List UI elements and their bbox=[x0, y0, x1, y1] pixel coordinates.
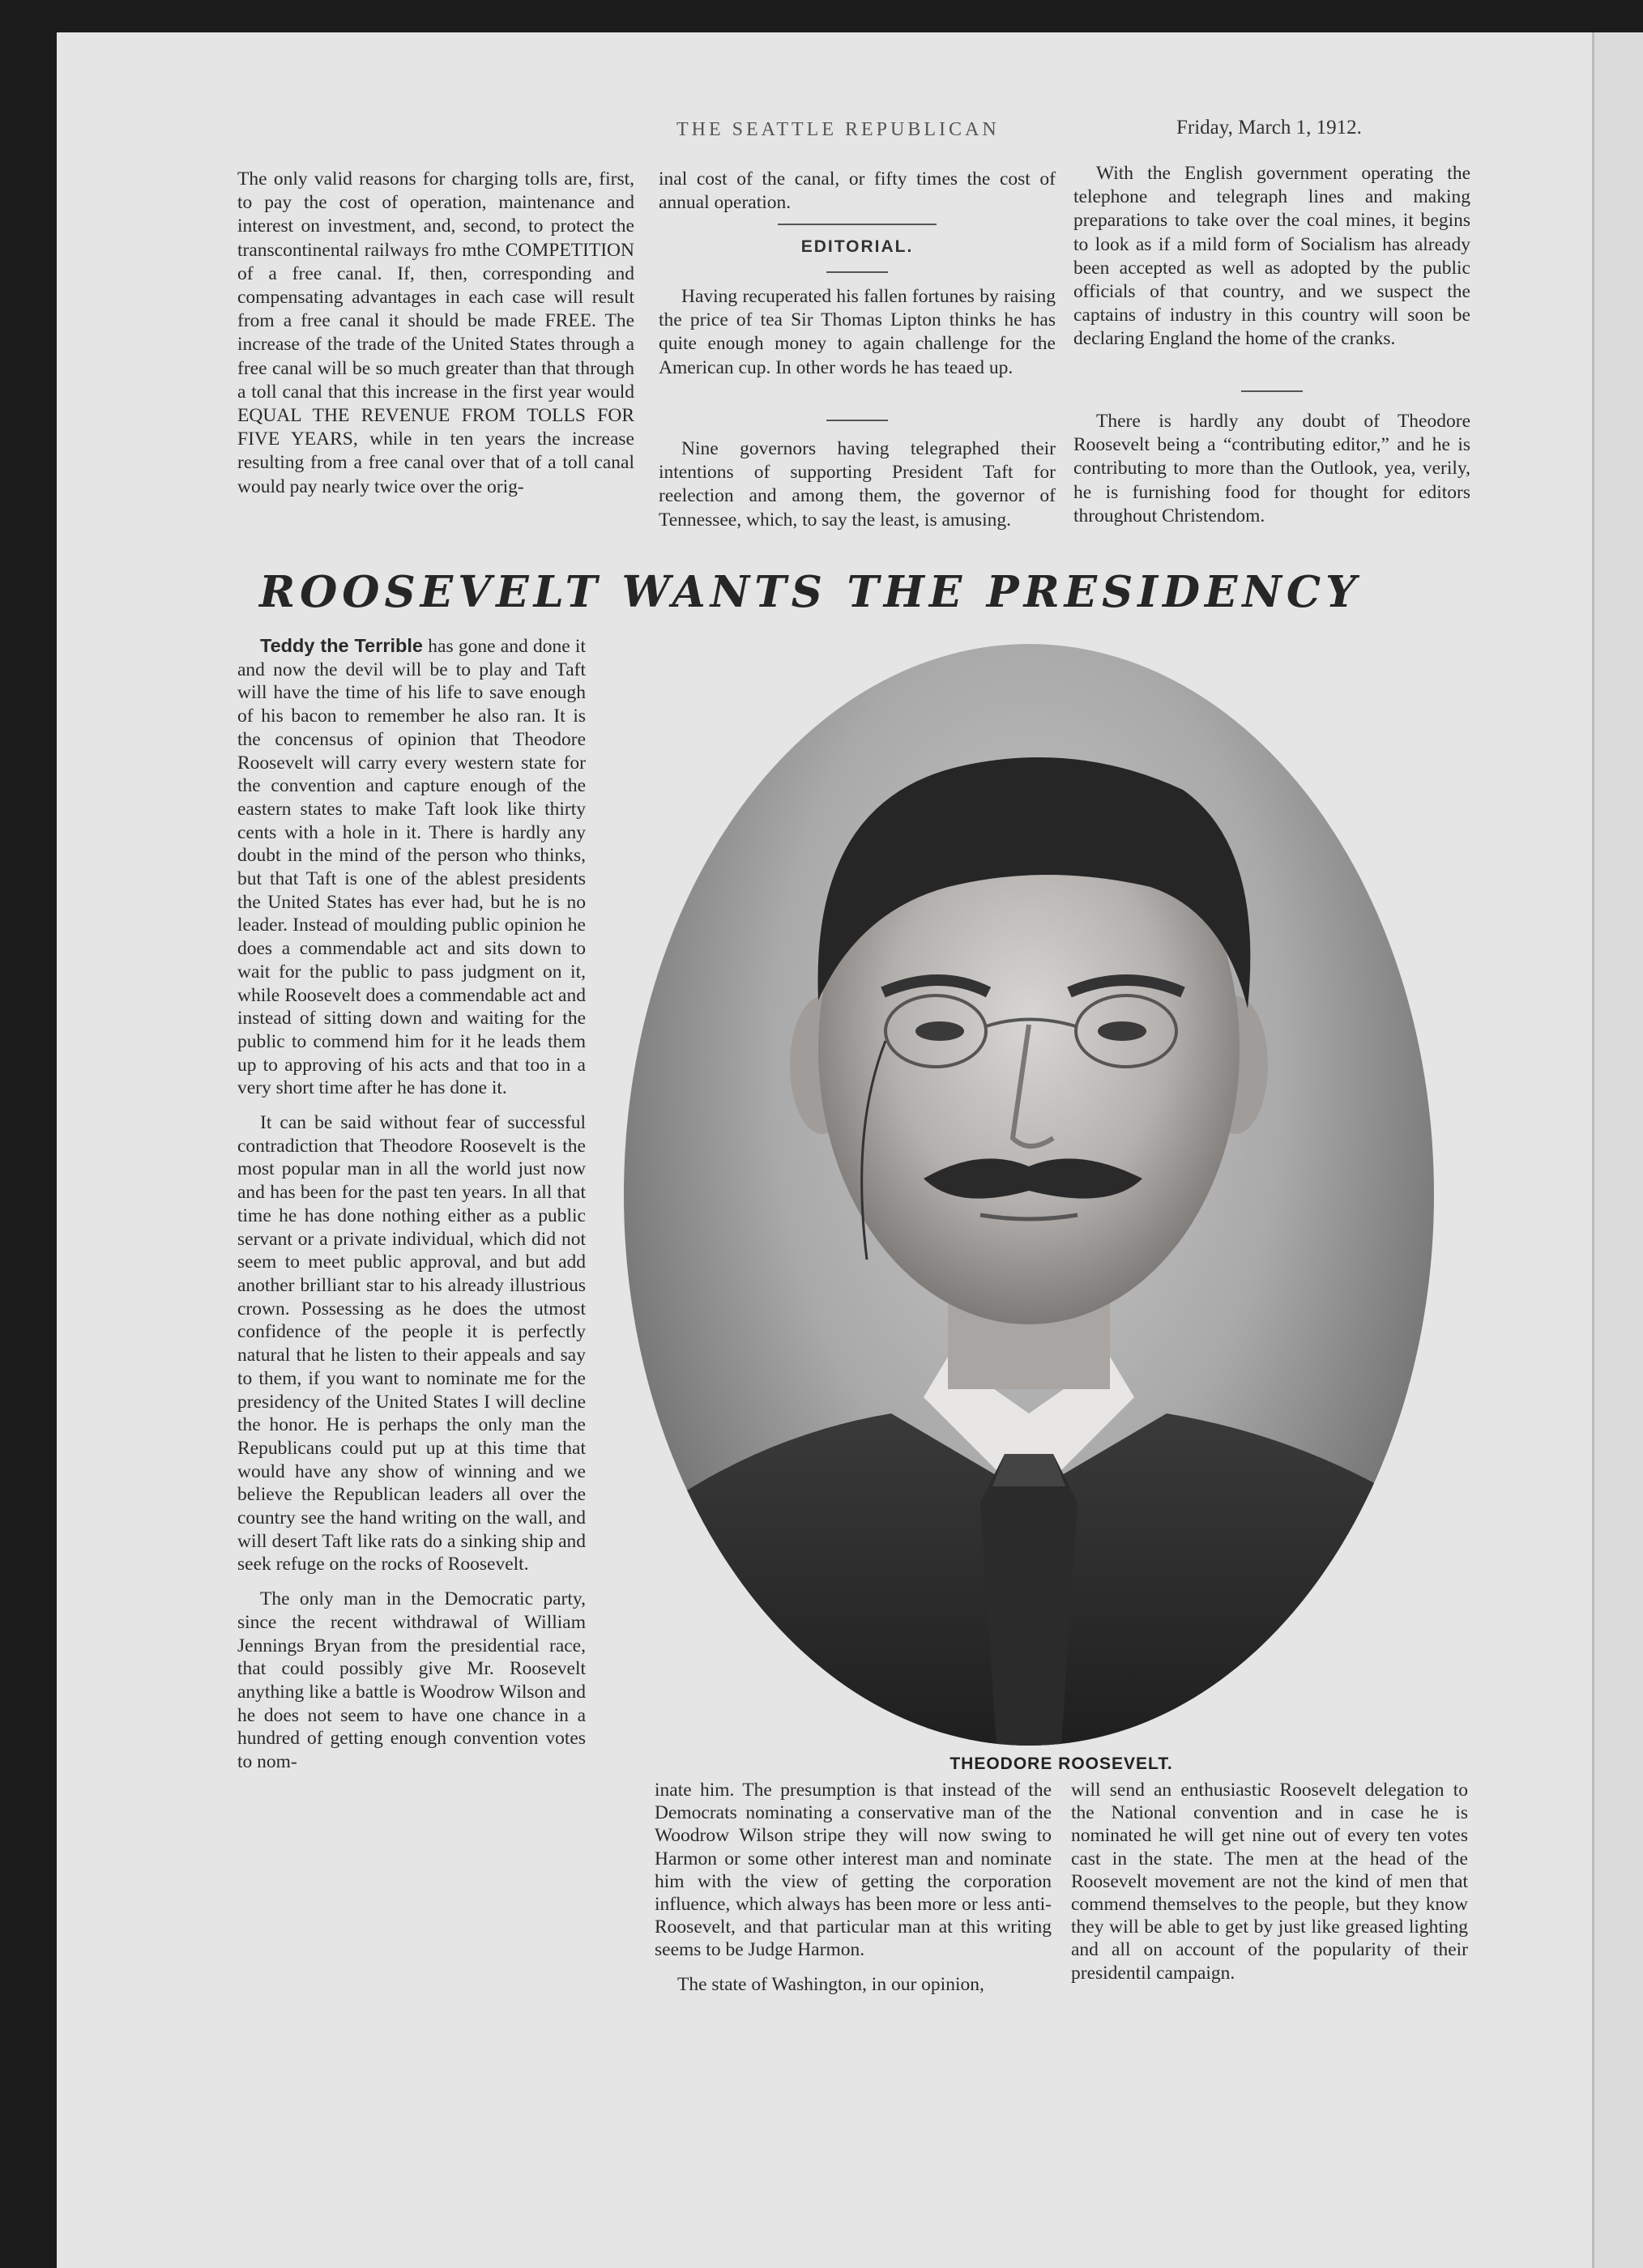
top-column-1 bbox=[237, 168, 634, 499]
canal-tolls-continuation: inal cost of the canal, or fifty times the cost of annual operation. bbox=[659, 168, 1056, 214]
issue-date: Friday, March 1, 1912. bbox=[1176, 117, 1362, 139]
top-column-2-continuation bbox=[659, 168, 1056, 215]
editorial-governors-paragraph: Nine governors having telegraphed their intentions of supporting President Taft for reelection and among them, the governor of Tennessee, which, to say the least, is amusing. bbox=[659, 438, 1056, 531]
article-column-2 bbox=[655, 1779, 1052, 1996]
masthead-title: THE SEATTLE REPUBLICAN bbox=[676, 119, 1000, 140]
article-washington-paragraph: The state of Washington, in our opinion, bbox=[677, 1973, 984, 1995]
article-paragraph-2: It can be said without fear of successful contradiction that Theodore Roosevelt is the most popular man in all the world just now and has been for the past ten years. In all that time he has done nothing either as a public servant or a private individual, which did not seem to meet public approval, and but add another brilliant star to his already illustrious crown. Possessing as he does the utmost confidence of the people it is perfectly natural that he listen to their appeals and say to them, if you want to nominate me for the presidency of the United States I will decline the honor. He is perhaps the only man the Republicans could put up at this time that would have any show of winning and we believe the Republican leaders all over the country see the hand writing on the wall, and will desert Taft like rats do a sinking ship and seek refuge on the rocks of Roosevelt. bbox=[237, 1112, 586, 1575]
article-headline: ROOSEVELT WANTS THE PRESIDENCY bbox=[259, 567, 1361, 617]
article-lead-in: Teddy the Terrible bbox=[260, 635, 423, 656]
article-continuation: inate him. The presumption is that instead of the Democrats nominating a conservative man of the Woodrow Wilson stripe they will now swing to Harmon or some other interest man and nominate him with the view of getting the corporation influence, which always has been more or less anti-Roosevelt, and that particular man at this writing seems to be Judge Harmon. bbox=[655, 1780, 1052, 1961]
article-paragraph-1 bbox=[237, 634, 586, 1100]
divider-rule bbox=[1241, 390, 1303, 392]
portrait-illustration bbox=[624, 644, 1434, 1746]
editorial-heading: EDITORIAL. bbox=[800, 237, 914, 256]
divider-rule bbox=[778, 224, 937, 225]
editorial-lipton-paragraph: Having recuperated his fallen fortunes by raising the price of tea Sir Thomas Lipton thinks he has quite enough money to again challenge for the American cup. In other words he has teaed up. bbox=[659, 286, 1056, 378]
editorial-column bbox=[659, 285, 1056, 380]
article-column-3 bbox=[1071, 1779, 1468, 1985]
article-paragraph-3: The only man in the Democratic party, since the recent withdrawal of William Jennings Bryan from the presidential race, that could possibly give Mr. Roosevelt anything like a battle is Woodrow Wilson and he does not seem to have one chance in a hundred of getting enough convention votes to nom- bbox=[237, 1588, 586, 1773]
divider-rule bbox=[826, 420, 888, 421]
top-column-3 bbox=[1073, 162, 1470, 352]
portrait-caption: THEODORE ROOSEVELT. bbox=[950, 1754, 1173, 1773]
article-paragraph-1-text: has gone and done it and now the devil will be to play and Taft will have the time of his life to save enough of his bacon to remember he also ran. It is the concensus of opinion that Theodore Roosevelt will carry every western state for the convention and capture enough of the eastern states to make Taft look like thirty cents with a hole in it. There is hardly any doubt in the mind of the person who thinks, but that Taft is one of the ablest presidents the United States has ever had, but he is no leader. Instead of moulding public opinion he does a commendable act and sits down to wait for the public to pass judgment on it, while Roosevelt does a commendable act and instead of sitting down and waiting for the public to commend him for it he leads them up to approving of his acts and that too in a very short time after he has done it. bbox=[237, 636, 586, 1099]
editorial-column-2 bbox=[659, 437, 1056, 532]
contributing-editor-paragraph: There is hardly any doubt of Theodore Roosevelt being a “contributing editor,” and he is contributing to more than the Outlook, yea, verily, he is furnishing food for thought for editors throughout Christendom. bbox=[1073, 411, 1470, 526]
adjacent-page-edge bbox=[1594, 32, 1643, 2268]
article-column-1 bbox=[237, 634, 586, 1774]
top-column-3b bbox=[1073, 410, 1470, 528]
english-government-paragraph: With the English government operating the telephone and telegraph lines and making preparations to take over the coal mines, it begins to look as if a mild form of Socialism has already been accepted as well as adopted by the public officials of that country, and we suspect the captains of industry in this country will soon be declaring England the home of the cranks. bbox=[1073, 163, 1470, 350]
roosevelt-portrait bbox=[624, 644, 1434, 1746]
article-final-paragraph: will send an enthusiastic Roosevelt delegation to the National convention and in case he is nominated he will get nine out of every ten votes cast in the state. The men at the head of the Roosevelt movement are not the kind of men that commend themselves to the people, but they know they will be able to get by just like greased lighting and all on account of the popularity of their presidentil campaign. bbox=[1071, 1780, 1468, 1984]
divider-rule bbox=[826, 271, 888, 273]
canal-tolls-paragraph: The only valid reasons for charging tolls are, first, to pay the cost of operation, maintenance and interest on investment, and, second, to protect the transcontinental railways fro mthe COMPETITION of a free canal. If, then, corresponding and compensating advantages in each case will result from a free canal it should be made FREE. The increase of the trade of the United States through a free canal will be so much greater than that through a toll canal that this increase in the first year would EQUAL THE REVENUE FROM TOLLS FOR FIVE YEARS, while in ten years the increase resulting from a free canal over that of a toll canal would pay nearly twice over the orig- bbox=[237, 168, 634, 497]
